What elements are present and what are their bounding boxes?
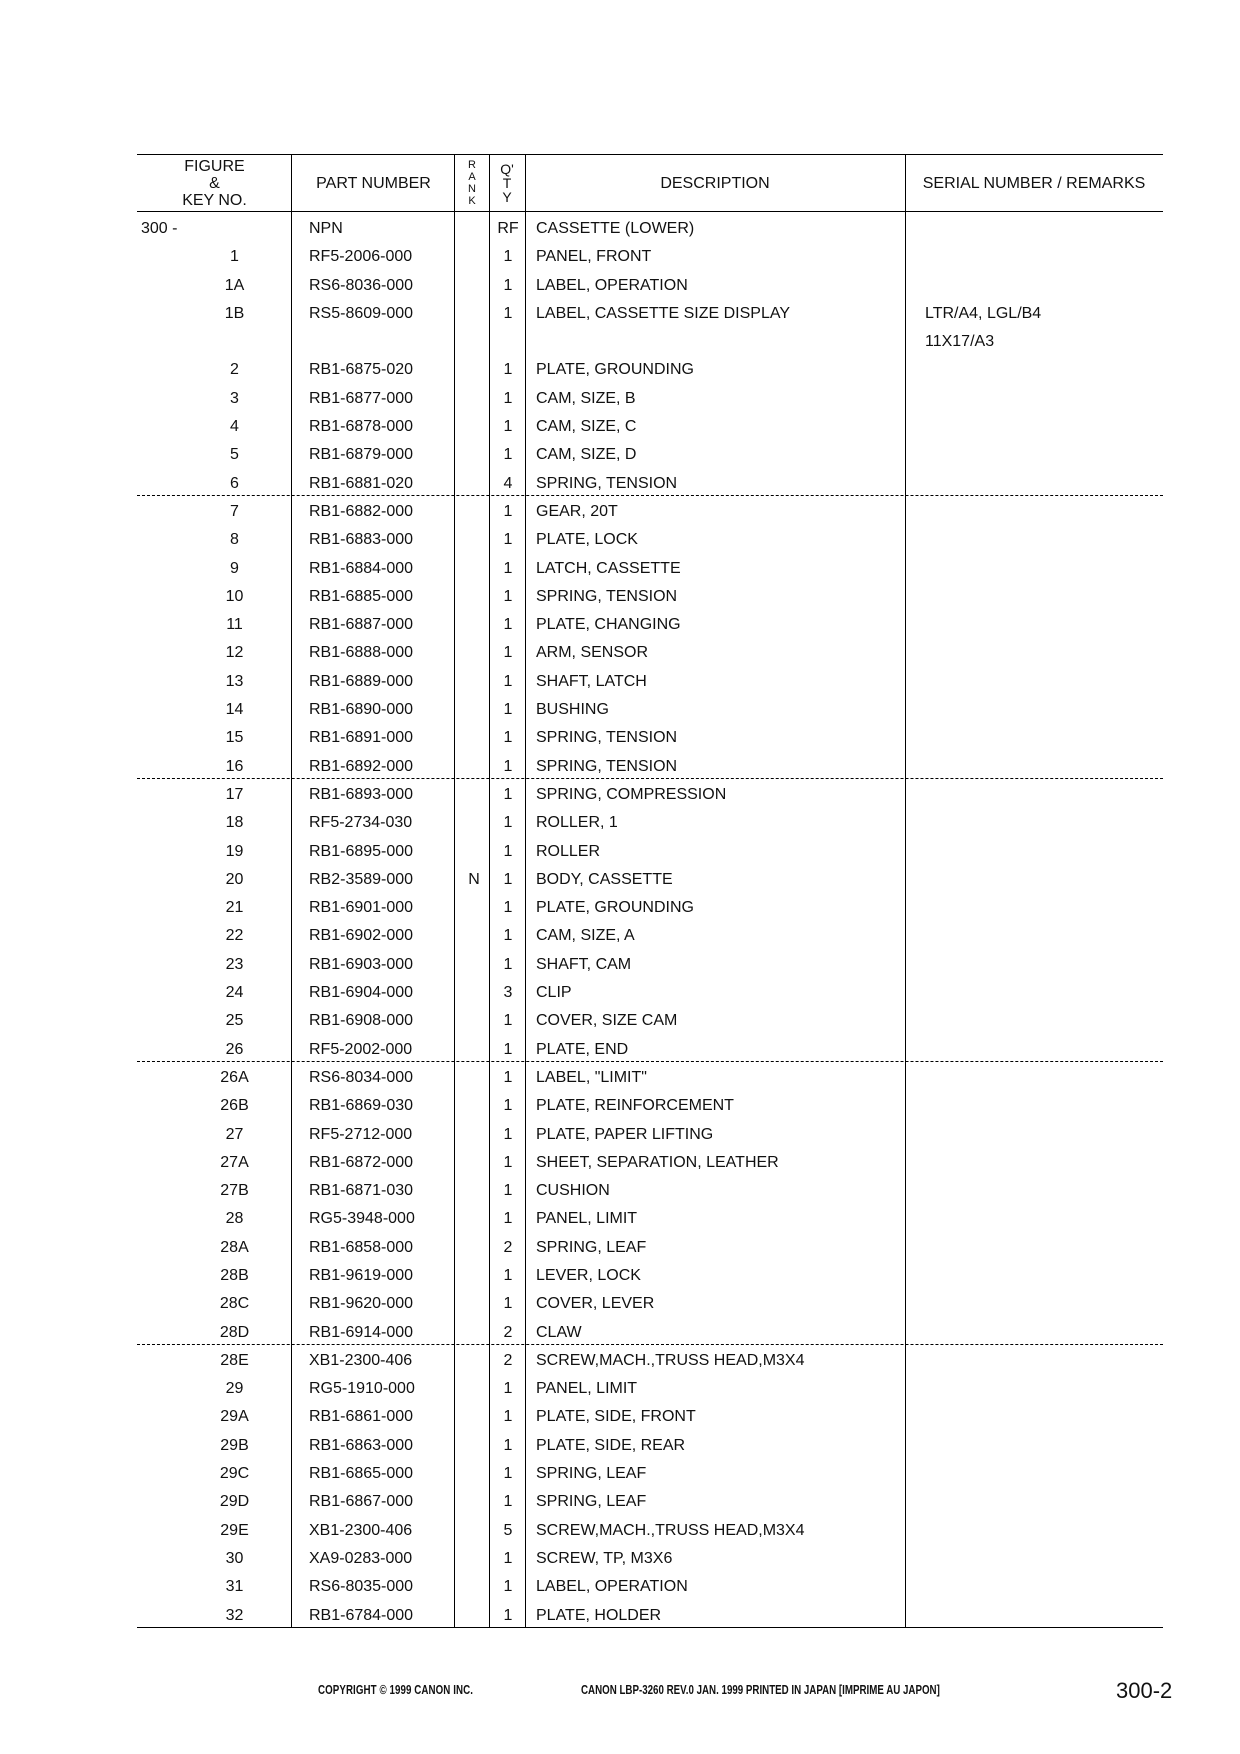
part-number-cell: RB1-6875-020 [309, 361, 414, 379]
description-cell: CAM, SIZE, B [536, 389, 636, 407]
description-cell: BODY, CASSETTE [536, 870, 673, 888]
figure-key-cell: 4 [230, 418, 239, 436]
figure-key-cell: 10 [225, 587, 244, 605]
qty-cell: 1 [503, 248, 513, 266]
figure-key-cell: 32 [225, 1606, 244, 1624]
header-figure-line1: FIGURE [184, 157, 245, 175]
qty-cell: 1 [503, 701, 513, 719]
description-cell: PLATE, HOLDER [536, 1606, 662, 1624]
figure-key-cell: 26B [220, 1097, 249, 1115]
description-cell: CASSETTE (LOWER) [536, 220, 695, 237]
part-number-cell: RB1-9619-000 [309, 1266, 414, 1284]
qty-cell: 1 [503, 672, 513, 690]
part-number-cell: RB1-6904-000 [309, 984, 414, 1002]
rank-cell: N [468, 870, 480, 888]
figure-key-cell: 28C [219, 1295, 250, 1313]
qty-cell: 1 [503, 1408, 513, 1426]
qty-cell: 1 [503, 1266, 513, 1284]
qty-cell: 1 [503, 1153, 513, 1171]
description-cell: PLATE, SIDE, FRONT [536, 1408, 696, 1426]
part-number-cell: RF5-2712-000 [309, 1125, 413, 1143]
parts-list-table [137, 154, 1163, 1627]
description-cell: CLAW [536, 1323, 582, 1341]
figure-key-cell: 29E [220, 1521, 249, 1539]
figure-key-cell: 31 [225, 1578, 244, 1596]
qty-cell: 1 [503, 842, 513, 860]
description-cell: SPRING, LEAF [536, 1238, 647, 1256]
description-cell: SPRING, TENSION [536, 474, 678, 492]
column-divider [525, 154, 526, 1627]
figure-key-cell: 7 [230, 502, 239, 520]
qty-cell: 1 [503, 729, 513, 747]
figure-key-cell: 13 [225, 672, 244, 690]
qty-cell: 3 [503, 984, 513, 1002]
part-number-cell: RB1-6891-000 [309, 729, 414, 747]
part-number-cell: RB1-6877-000 [309, 389, 414, 407]
part-number-cell: RG5-3948-000 [309, 1210, 415, 1228]
part-number-cell: RB2-3589-000 [309, 870, 414, 888]
description-cell: LABEL, OPERATION [536, 1578, 688, 1596]
qty-cell: 1 [503, 1380, 513, 1398]
qty-cell: 1 [503, 1068, 513, 1086]
description-cell: SHAFT, LATCH [536, 672, 647, 690]
description-cell: ARM, SENSOR [536, 644, 649, 662]
part-number-cell: XB1-2300-406 [309, 1351, 413, 1369]
description-cell: LABEL, CASSETTE SIZE DISPLAY [536, 304, 791, 322]
part-number-cell: RS6-8036-000 [309, 276, 414, 294]
description-cell: CUSHION [536, 1182, 610, 1200]
part-number-cell: RS6-8034-000 [309, 1068, 414, 1086]
figure-key-cell: 28A [220, 1238, 249, 1256]
description-cell: SPRING, TENSION [536, 729, 678, 747]
part-number-cell: RF5-2002-000 [309, 1040, 413, 1058]
part-number-cell: RB1-6881-020 [309, 474, 414, 492]
description-cell: CAM, SIZE, C [536, 418, 637, 436]
header-figure-line2: & [209, 174, 220, 192]
description-cell: LATCH, CASSETTE [536, 559, 681, 577]
description-cell: PLATE, END [536, 1040, 629, 1058]
part-number-cell: RB1-6902-000 [309, 927, 414, 945]
description-cell: PANEL, FRONT [536, 248, 652, 266]
description-cell: CAM, SIZE, D [536, 446, 637, 464]
description-cell: SCREW,MACH.,TRUSS HEAD,M3X4 [536, 1351, 805, 1369]
part-number-cell: RB1-6861-000 [309, 1408, 414, 1426]
qty-cell: 1 [503, 276, 513, 294]
figure-key-cell: 29C [219, 1465, 250, 1483]
header-qty-y: Y [502, 189, 512, 205]
description-cell: PANEL, LIMIT [536, 1380, 638, 1398]
description-cell: LABEL, OPERATION [536, 276, 688, 294]
part-number-cell: RB1-6893-000 [309, 785, 414, 803]
print-info-text: CANON LBP-3260 REV.0 JAN. 1999 PRINTED IN JAPAN [IMPRIME AU JAPON] [581, 1683, 940, 1697]
header-rank [455, 155, 489, 211]
qty-cell: 1 [503, 418, 513, 436]
qty-cell: 1 [503, 1578, 513, 1596]
column-divider [454, 154, 455, 1627]
qty-cell: 1 [503, 785, 513, 803]
qty-cell: 1 [503, 757, 513, 775]
qty-cell: 1 [503, 616, 513, 634]
part-number-cell: RF5-2734-030 [309, 814, 413, 832]
figure-key-cell: 14 [225, 701, 244, 719]
qty-cell: 2 [503, 1351, 513, 1369]
figure-key-cell: 29A [220, 1408, 249, 1426]
qty-cell: 1 [503, 587, 513, 605]
figure-key-cell: 27A [220, 1153, 249, 1171]
part-number-cell: XA9-0283-000 [309, 1549, 413, 1567]
part-number-cell: RB1-6885-000 [309, 587, 414, 605]
figure-key-cell: 1A [224, 276, 245, 294]
figure-key-cell: 5 [230, 446, 239, 464]
figure-key-cell: 6 [230, 474, 239, 492]
qty-cell: 1 [503, 1295, 513, 1313]
description-cell: SCREW,MACH.,TRUSS HEAD,M3X4 [536, 1521, 805, 1539]
qty-cell: 1 [503, 304, 513, 322]
description-cell: SPRING, LEAF [536, 1493, 647, 1511]
figure-key-cell: 29 [225, 1380, 244, 1398]
qty-cell: 2 [503, 1238, 513, 1256]
part-number-cell: RB1-6872-000 [309, 1153, 414, 1171]
figure-key-cell: 28D [219, 1323, 250, 1341]
part-number-cell: RB1-6890-000 [309, 701, 414, 719]
header-figure-key-no [137, 155, 292, 211]
part-number-cell: RS5-8609-000 [309, 304, 414, 322]
part-number-cell: RB1-6887-000 [309, 616, 414, 634]
part-number-cell: RB1-6879-000 [309, 446, 414, 464]
qty-cell: 2 [503, 1323, 513, 1341]
figure-key-cell: 25 [225, 1012, 244, 1030]
header-qty [489, 155, 525, 211]
qty-cell: 1 [503, 446, 513, 464]
figure-key-cell: 1 [230, 248, 239, 266]
description-cell: SPRING, TENSION [536, 587, 678, 605]
qty-cell: 1 [503, 1012, 513, 1030]
description-cell: PLATE, SIDE, REAR [536, 1436, 686, 1454]
qty-cell: 1 [503, 644, 513, 662]
figure-key-cell: 9 [230, 559, 239, 577]
qty-cell: 1 [503, 1436, 513, 1454]
header-qty-q: Q' [500, 161, 514, 177]
description-cell: PANEL, LIMIT [536, 1210, 638, 1228]
figure-key-cell: 26A [220, 1068, 249, 1086]
qty-cell: 1 [503, 814, 513, 832]
part-number-cell: RB1-6863-000 [309, 1436, 414, 1454]
description-cell: SPRING, LEAF [536, 1465, 647, 1483]
description-cell: COVER, LEVER [536, 1295, 655, 1313]
header-serial-remarks: SERIAL NUMBER / REMARKS [922, 174, 1146, 192]
part-number-cell: RB1-6903-000 [309, 955, 414, 973]
figure-key-cell: 1B [224, 304, 245, 322]
figure-key-cell: 8 [230, 531, 239, 549]
description-cell: PLATE, REINFORCEMENT [536, 1097, 734, 1115]
qty-cell: RF [497, 220, 519, 237]
header-qty-t: T [502, 175, 512, 191]
table-bottom-rule [137, 1627, 1163, 1628]
figure-key-cell: 20 [225, 870, 244, 888]
qty-cell: 1 [503, 531, 513, 549]
description-cell: PLATE, GROUNDING [536, 361, 694, 379]
description-cell: COVER, SIZE CAM [536, 1012, 678, 1030]
remarks-cell: 11X17/A3 [925, 333, 995, 351]
column-divider [291, 154, 292, 1627]
column-divider [905, 154, 906, 1627]
qty-cell: 1 [503, 955, 513, 973]
figure-key-cell: 27B [220, 1182, 249, 1200]
description-cell: PLATE, PAPER LIFTING [536, 1125, 714, 1143]
figure-key-cell: 27 [225, 1125, 244, 1143]
qty-cell: 4 [503, 474, 513, 492]
figure-key-cell: 12 [225, 644, 244, 662]
qty-cell: 1 [503, 927, 513, 945]
description-cell: SCREW, TP, M3X6 [536, 1549, 673, 1567]
description-cell: LEVER, LOCK [536, 1266, 641, 1284]
qty-cell: 1 [503, 1606, 513, 1624]
figure-key-cell: 28 [225, 1210, 244, 1228]
part-number-cell: RB1-6858-000 [309, 1238, 414, 1256]
header-description: DESCRIPTION [660, 174, 770, 192]
qty-cell: 1 [503, 502, 513, 520]
part-number-cell: RB1-6869-030 [309, 1097, 414, 1115]
figure-key-cell: 28E [220, 1351, 249, 1369]
part-number-cell: RB1-6784-000 [309, 1606, 414, 1624]
header-rank-r: R [468, 159, 476, 171]
description-cell: CLIP [536, 984, 572, 1002]
part-number-cell: RB1-6878-000 [309, 418, 414, 436]
remarks-cell: LTR/A4, LGL/B4 [925, 304, 1042, 322]
figure-key-cell: 19 [225, 842, 244, 860]
description-cell: SPRING, COMPRESSION [536, 785, 727, 803]
copyright-text: COPYRIGHT © 1999 CANON INC. [318, 1683, 474, 1697]
header-rank-k: K [468, 195, 476, 207]
figure-key-cell: 26 [225, 1040, 244, 1058]
description-cell: PLATE, CHANGING [536, 616, 681, 634]
figure-key-cell: 300 - [141, 220, 178, 237]
qty-cell: 1 [503, 870, 513, 888]
part-number-cell: RB1-6895-000 [309, 842, 414, 860]
column-divider [489, 154, 490, 1627]
figure-key-cell: 17 [225, 785, 244, 803]
figure-key-cell: 15 [225, 729, 244, 747]
header-part-number: PART NUMBER [316, 174, 431, 192]
part-number-cell: RB1-6882-000 [309, 502, 414, 520]
description-cell: LABEL, "LIMIT" [536, 1068, 647, 1086]
qty-cell: 1 [503, 559, 513, 577]
qty-cell: 1 [503, 1097, 513, 1115]
header-rank-a: A [468, 171, 476, 183]
part-number-cell: NPN [309, 220, 343, 237]
qty-cell: 1 [503, 1182, 513, 1200]
part-number-cell: RB1-6914-000 [309, 1323, 414, 1341]
qty-cell: 1 [503, 1549, 513, 1567]
figure-key-cell: 16 [225, 757, 244, 775]
part-number-cell: RB1-6889-000 [309, 672, 414, 690]
description-cell: PLATE, LOCK [536, 531, 638, 549]
part-number-cell: RS6-8035-000 [309, 1578, 414, 1596]
page-number: 300-2 [1116, 1678, 1173, 1703]
figure-key-cell: 11 [226, 616, 243, 634]
figure-key-cell: 29B [220, 1436, 249, 1454]
part-number-cell: RB1-6867-000 [309, 1493, 414, 1511]
part-number-cell: RB1-6892-000 [309, 757, 414, 775]
part-number-cell: RF5-2006-000 [309, 248, 413, 266]
description-cell: GEAR, 20T [536, 502, 618, 520]
part-number-cell: RB1-6901-000 [309, 899, 414, 917]
qty-cell: 1 [503, 899, 513, 917]
figure-key-cell: 2 [230, 361, 239, 379]
figure-key-cell: 30 [225, 1549, 244, 1567]
description-cell: ROLLER [536, 842, 601, 860]
description-cell: ROLLER, 1 [536, 814, 618, 832]
part-number-cell: RB1-6888-000 [309, 644, 414, 662]
description-cell: SHEET, SEPARATION, LEATHER [536, 1153, 779, 1171]
description-cell: SPRING, TENSION [536, 757, 678, 775]
header-figure-line3: KEY NO. [182, 191, 247, 209]
part-number-cell: RB1-6908-000 [309, 1012, 414, 1030]
figure-key-cell: 18 [225, 814, 244, 832]
figure-key-cell: 3 [230, 389, 239, 407]
part-number-cell: RB1-6871-030 [309, 1182, 414, 1200]
part-number-cell: RB1-6884-000 [309, 559, 414, 577]
figure-key-cell: 29D [219, 1493, 250, 1511]
part-number-cell: RB1-9620-000 [309, 1295, 414, 1313]
qty-cell: 1 [503, 1465, 513, 1483]
qty-cell: 1 [503, 361, 513, 379]
part-number-cell: XB1-2300-406 [309, 1521, 413, 1539]
description-cell: CAM, SIZE, A [536, 927, 635, 945]
part-number-cell: RB1-6883-000 [309, 531, 414, 549]
qty-cell: 1 [503, 1125, 513, 1143]
header-rank-n: N [468, 183, 476, 195]
description-cell: SHAFT, CAM [536, 955, 632, 973]
figure-key-cell: 28B [220, 1266, 249, 1284]
qty-cell: 1 [503, 1040, 513, 1058]
qty-cell: 1 [503, 1210, 513, 1228]
figure-key-cell: 23 [225, 955, 244, 973]
description-cell: BUSHING [536, 701, 609, 719]
qty-cell: 1 [503, 389, 513, 407]
figure-key-cell: 21 [225, 899, 244, 917]
part-number-cell: RG5-1910-000 [309, 1380, 415, 1398]
description-cell: PLATE, GROUNDING [536, 899, 694, 917]
qty-cell: 5 [503, 1521, 513, 1539]
figure-key-cell: 22 [225, 927, 244, 945]
qty-cell: 1 [503, 1493, 513, 1511]
part-number-cell: RB1-6865-000 [309, 1465, 414, 1483]
figure-key-cell: 24 [225, 984, 244, 1002]
